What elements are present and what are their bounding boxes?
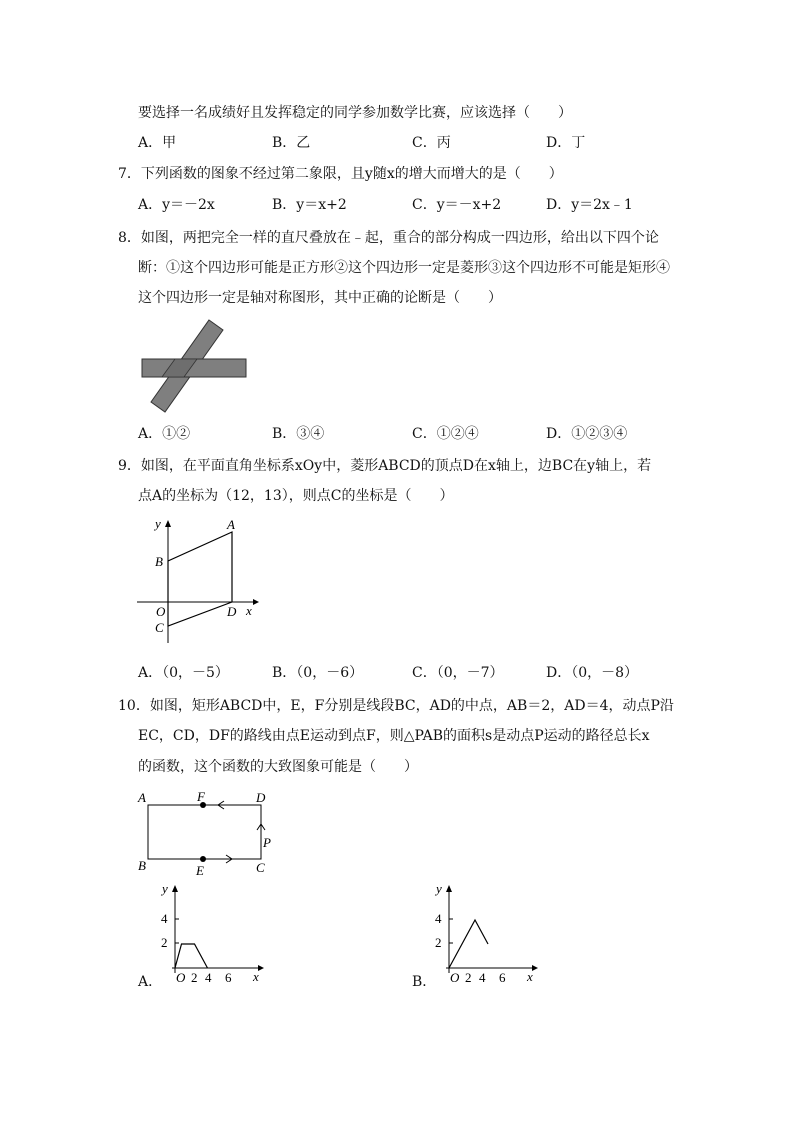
q9-stem-line-1: 9．如图，在平面直角坐标系xOy中，菱形ABCD的顶点D在x轴上，边BC在y轴上，若 xyxy=(118,458,652,474)
y-axis-arrow xyxy=(172,885,178,892)
q9-rhombus-figure xyxy=(135,515,265,650)
q6-option-b[interactable]: B．乙 xyxy=(272,135,311,151)
label-o: O xyxy=(156,604,166,619)
label-y: y xyxy=(162,881,168,896)
q8-stem-line-2: 断：①这个四边形可能是正方形②这个四边形一定是菱形③这个四边形不可能是矩形④ xyxy=(138,260,670,276)
label-y: y xyxy=(155,516,161,531)
tick-label-x-6: 6 xyxy=(225,970,232,985)
label-b: B xyxy=(138,858,146,873)
q6-option-a[interactable]: A．甲 xyxy=(138,135,177,151)
q8-option-c[interactable]: C．①②④ xyxy=(412,426,479,442)
q6-option-d[interactable]: D．丁 xyxy=(546,135,586,151)
tick-label-y-4: 4 xyxy=(161,911,168,926)
tick-label-x-6: 6 xyxy=(499,970,506,985)
label-b: B xyxy=(155,554,163,569)
x-axis-arrow xyxy=(253,599,259,605)
label-e: E xyxy=(196,863,204,878)
q7-option-c[interactable]: C．y＝－x+2 xyxy=(412,197,502,213)
q9-option-d[interactable]: D．（0，－8） xyxy=(546,665,639,681)
tick-label-x-2: 2 xyxy=(191,970,198,985)
q8-option-d[interactable]: D．①②③④ xyxy=(546,426,628,442)
q7-option-b[interactable]: B．y＝x+2 xyxy=(272,197,347,213)
label-a: A xyxy=(227,517,235,532)
q8-option-b[interactable]: B．③④ xyxy=(272,426,325,442)
tick-label-x-4: 4 xyxy=(205,970,212,985)
q10-stem-line-3: 的函数，这个函数的大致图象可能是（ ） xyxy=(138,759,418,775)
curve-a xyxy=(175,944,208,968)
label-y: y xyxy=(436,881,442,896)
curve-b xyxy=(449,920,488,968)
q8-rulers-figure xyxy=(140,318,250,413)
q8-option-a[interactable]: A．①② xyxy=(138,426,191,442)
label-origin: O xyxy=(176,970,186,985)
label-x: x xyxy=(253,969,259,984)
tick-label-y-4: 4 xyxy=(435,911,442,926)
q7-stem: 7．下列函数的图象不经过第二象限，且y随x的增大而增大的是（ ） xyxy=(118,166,563,182)
q6-option-c[interactable]: C．丙 xyxy=(412,135,451,151)
tick-label-x-2: 2 xyxy=(465,970,472,985)
x-axis-arrow xyxy=(258,965,264,971)
q10-graph-b xyxy=(434,880,544,990)
q10-option-b-label[interactable]: B． xyxy=(412,974,437,990)
tick-label-x-4: 4 xyxy=(479,970,486,985)
label-origin: O xyxy=(450,970,460,985)
q9-option-c[interactable]: C．（0，－7） xyxy=(412,665,504,681)
q8-stem-line-3: 这个四边形一定是轴对称图形，其中正确的论断是（ ） xyxy=(138,290,502,306)
label-c: C xyxy=(155,620,164,635)
label-d: D xyxy=(227,604,237,619)
y-axis-arrow xyxy=(446,885,452,892)
q9-option-a[interactable]: A．（0，－5） xyxy=(138,665,229,681)
point-e xyxy=(200,856,206,862)
label-a: A xyxy=(138,790,146,805)
label-c: C xyxy=(256,860,265,875)
q10-graph-a xyxy=(160,880,270,990)
label-d: D xyxy=(256,790,266,805)
q10-option-a-label[interactable]: A． xyxy=(138,974,163,990)
q7-option-d[interactable]: D．y＝2x﹣1 xyxy=(546,197,633,213)
q9-option-b[interactable]: B．（0，－6） xyxy=(272,665,364,681)
q7-option-a[interactable]: A．y＝－2x xyxy=(138,197,215,213)
rectangle-abcd xyxy=(148,805,261,859)
tick-label-y-2: 2 xyxy=(435,935,442,950)
q10-stem-line-2: EC，CD，DF的路线由点E运动到点F，则△PAB的面积s是动点P运动的路径总长x xyxy=(138,728,650,744)
tick-label-y-2: 2 xyxy=(161,935,168,950)
label-p: P xyxy=(263,835,271,850)
q9-stem-line-2: 点A的坐标为（12，13），则点C的坐标是（ ） xyxy=(138,488,454,504)
x-axis-arrow xyxy=(532,965,538,971)
label-f: F xyxy=(197,789,205,804)
q8-stem-line-1: 8．如图，两把完全一样的直尺叠放在﹣起，重合的部分构成一四边形，给出以下四个论 xyxy=(118,230,659,246)
rhombus-abcd xyxy=(168,532,232,626)
label-x: x xyxy=(527,969,533,984)
q6-stem: 要选择一名成绩好且发挥稳定的同学参加数学比赛，应该选择（ ） xyxy=(138,105,572,121)
label-x: x xyxy=(246,603,252,618)
q10-rectangle-figure xyxy=(135,786,280,881)
q10-stem-line-1: 10．如图，矩形ABCD中，E，F分别是线段BC，AD的中点，AB＝2，AD＝4，动点P沿 xyxy=(118,698,674,714)
y-axis-arrow xyxy=(165,520,171,527)
